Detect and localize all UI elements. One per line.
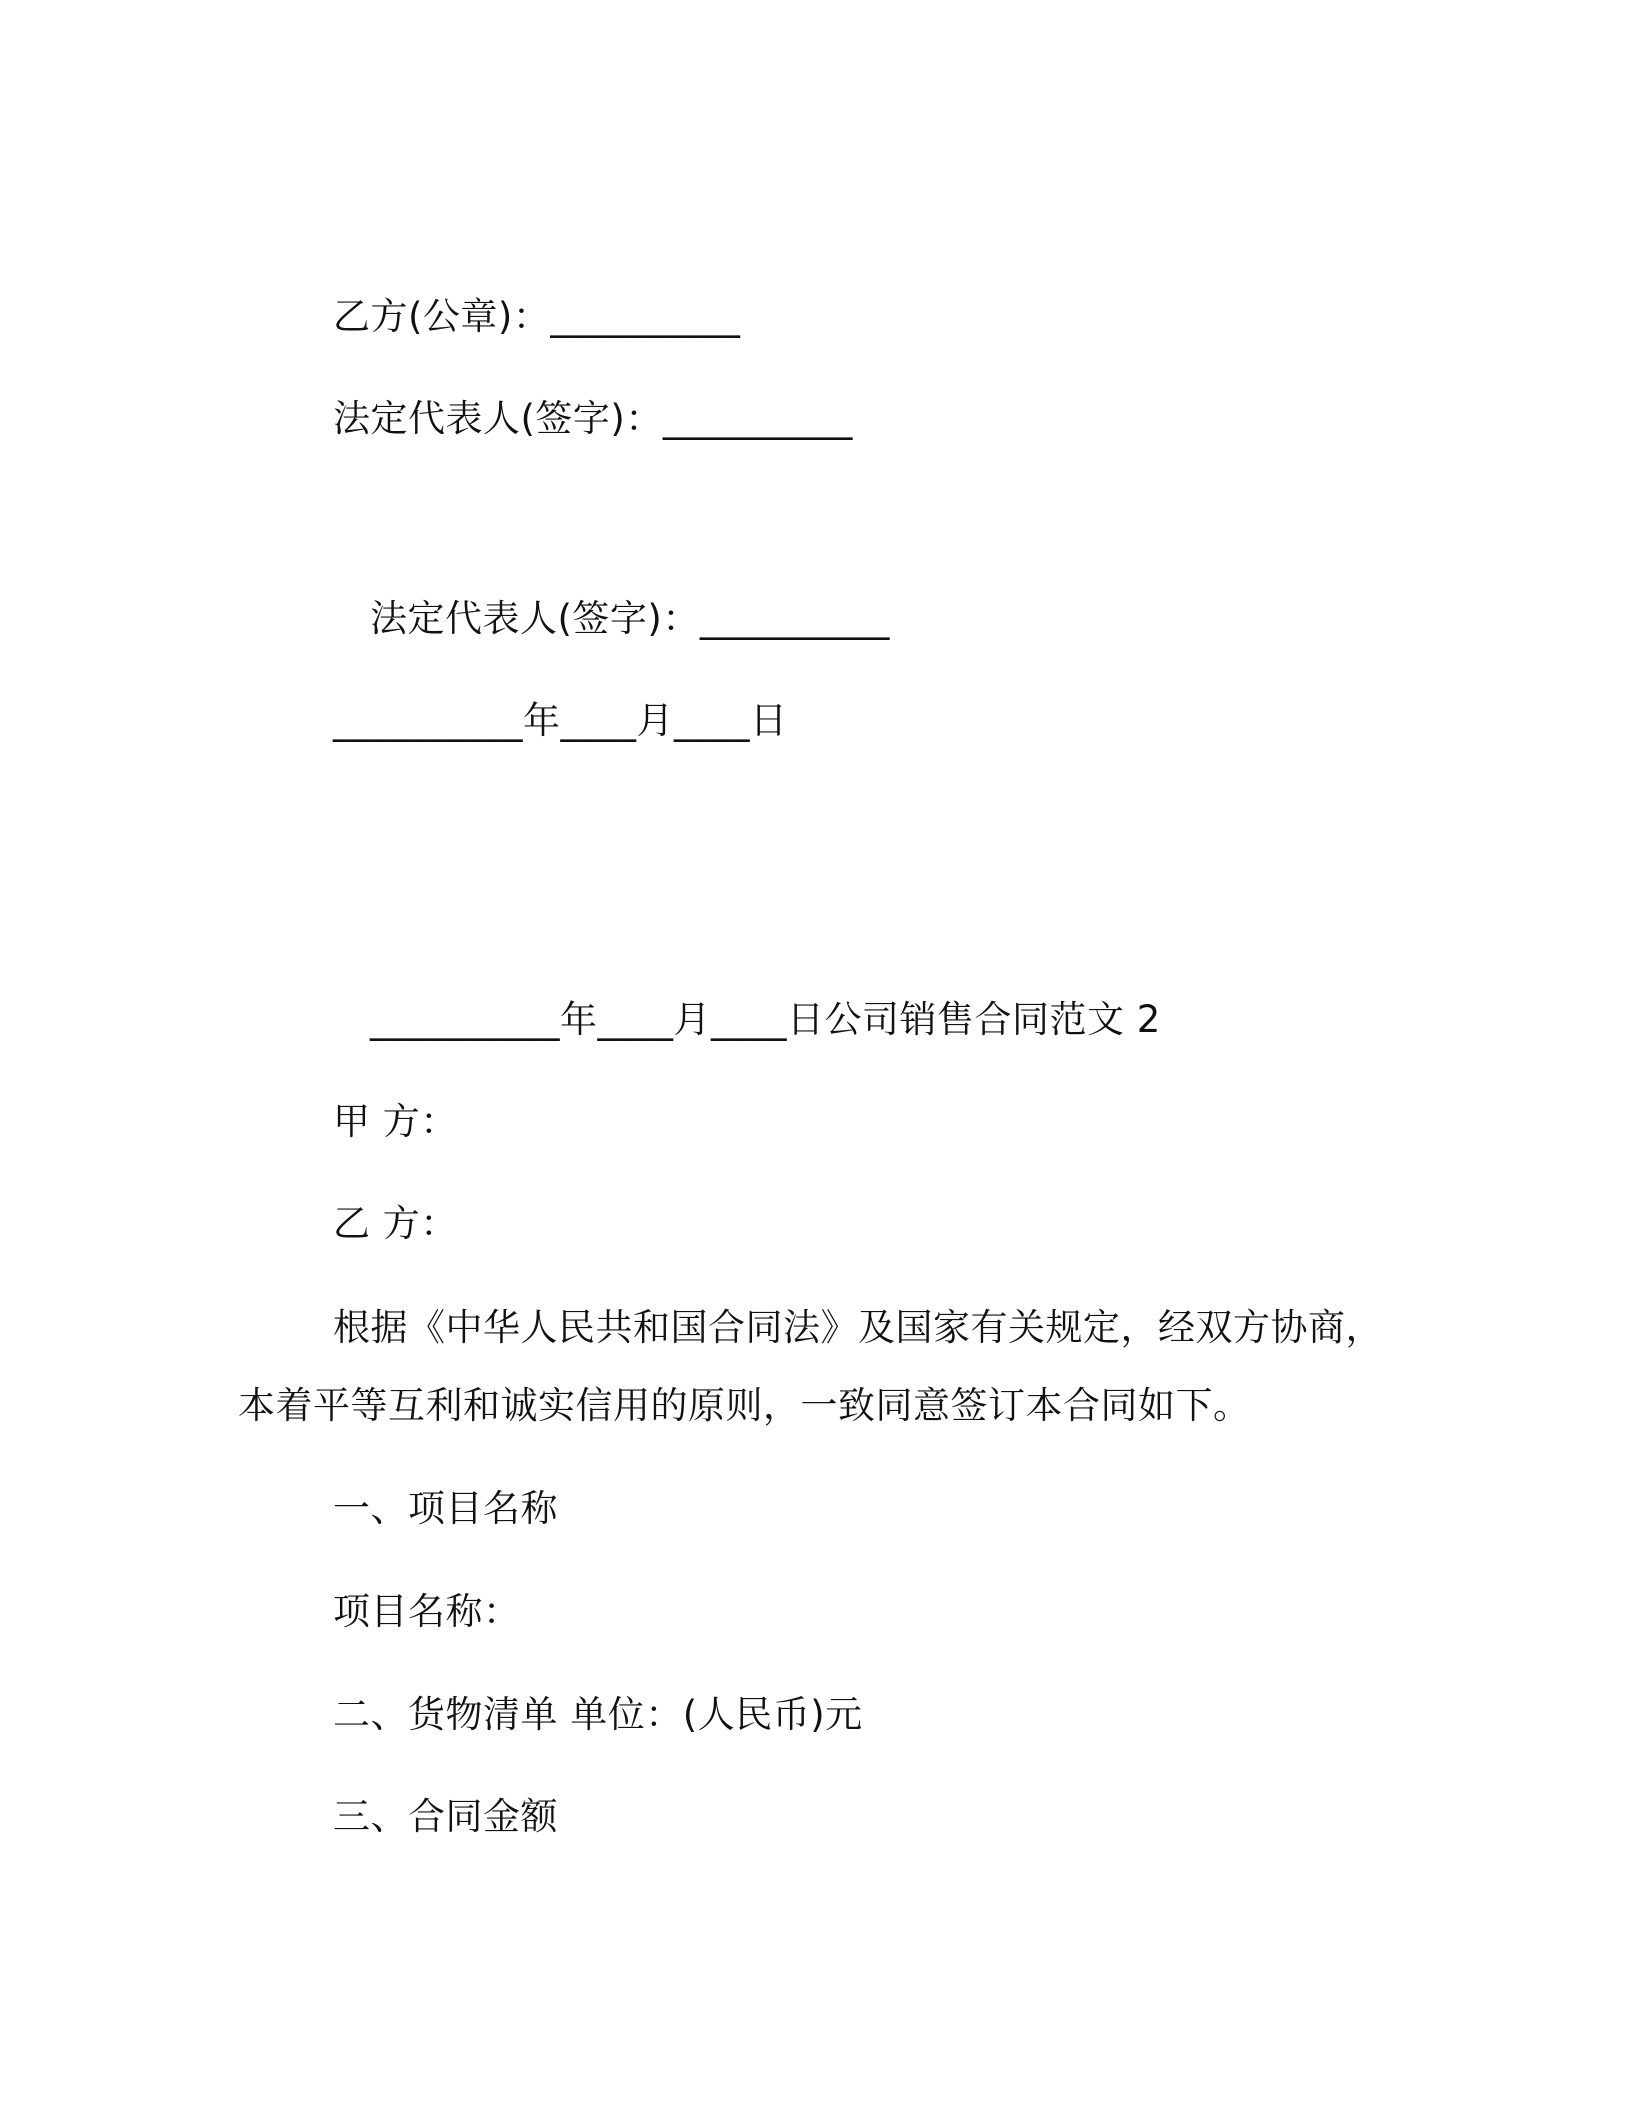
section-2-heading: 二、货物清单 单位：(人民币)元 [333, 1693, 863, 1736]
preamble-line-1: 根据《中华人民共和国合同法》及国家有关规定，经双方协商， [333, 1306, 1383, 1349]
contract-title-line: __________年____月____日公司销售合同范文 2 [370, 998, 1161, 1041]
party-b-representative-line: 法定代表人(签字)：__________ [333, 397, 853, 440]
section-1-heading: 一、项目名称 [333, 1487, 558, 1530]
project-name-line: 项目名称： [333, 1590, 521, 1633]
party-a-representative-line: 法定代表人(签字)：__________ [370, 597, 890, 640]
preamble-line-2: 本着平等互利和诚实信用的原则，一致同意签订本合同如下。 [238, 1384, 1251, 1427]
party-a-line: 甲 方： [333, 1100, 458, 1143]
party-b-seal-line: 乙方(公章)：__________ [333, 295, 741, 338]
section-3-heading: 三、合同金额 [333, 1795, 558, 1838]
party-b-line: 乙 方： [333, 1202, 458, 1245]
signing-date-line: __________年____月____日 [333, 699, 788, 742]
